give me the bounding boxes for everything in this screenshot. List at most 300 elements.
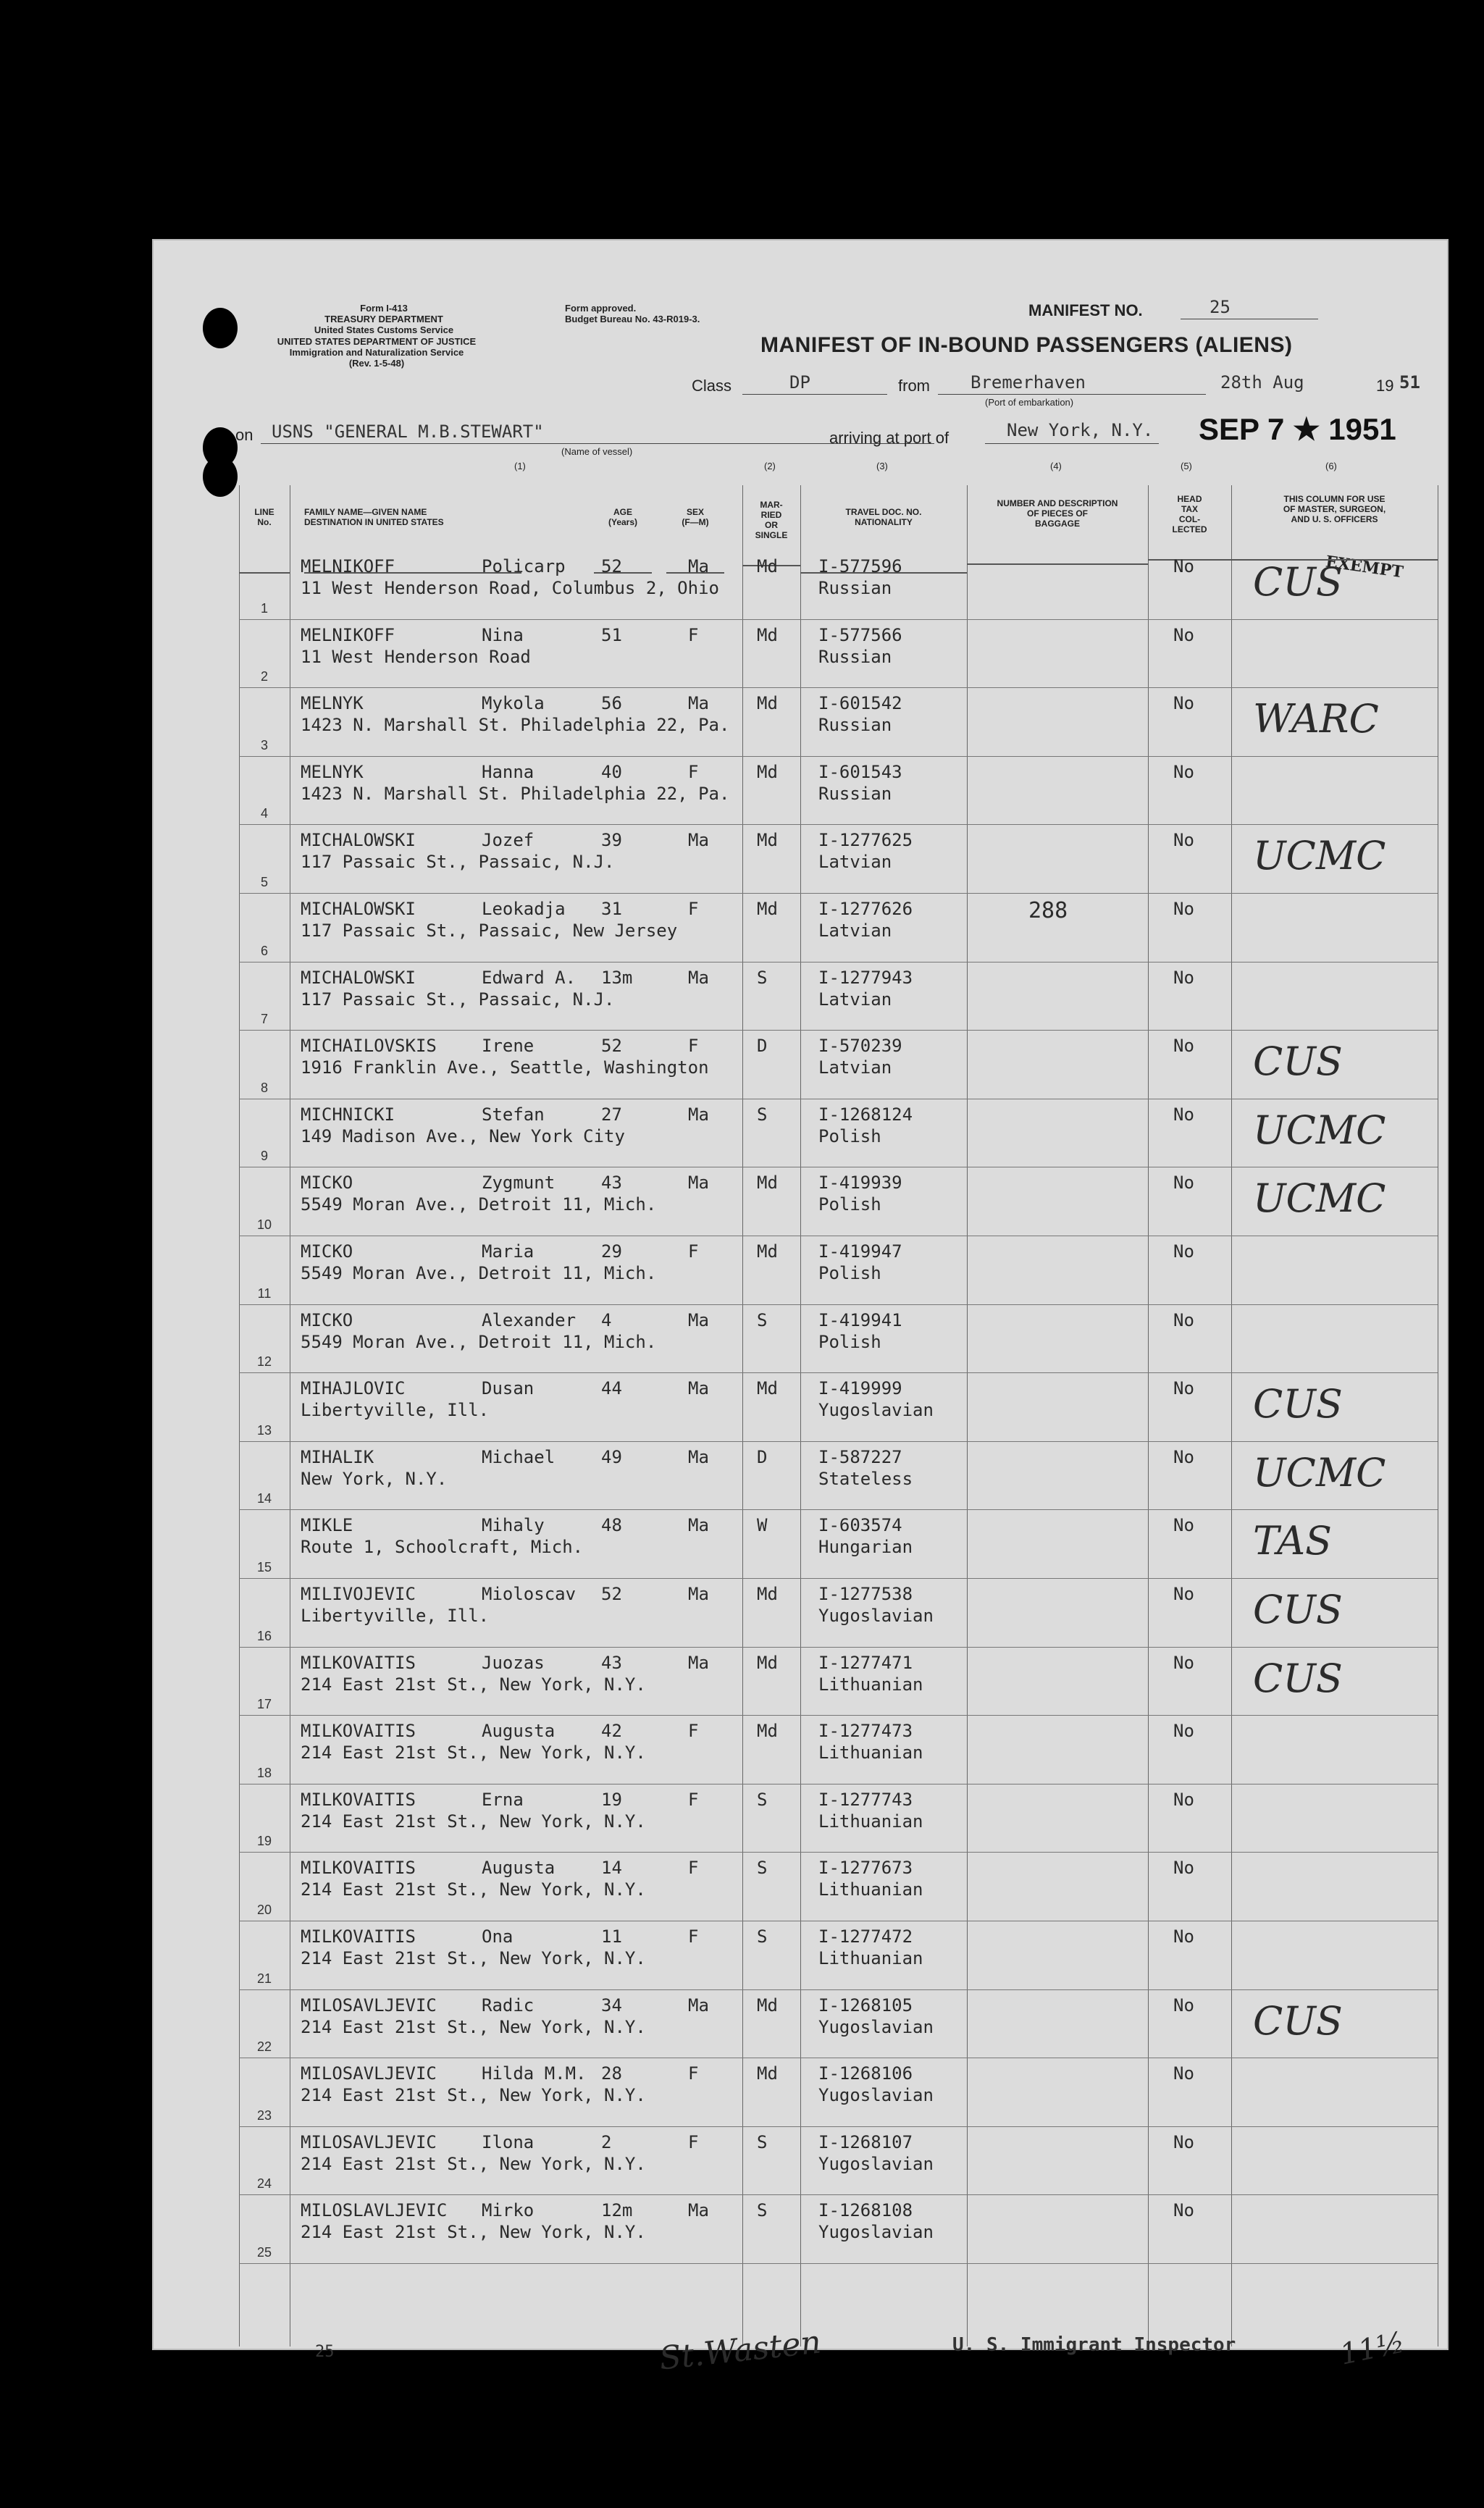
sex: F [688, 2131, 699, 2152]
line-number: 23 [256, 2108, 272, 2123]
head-tax: No [1173, 1241, 1194, 1262]
table-row [239, 1441, 1438, 1511]
travel-doc-number: I-1277538 [818, 1584, 913, 1604]
given-name: Radic [482, 1995, 535, 2016]
marital-status: D [757, 1036, 768, 1057]
travel-doc-number: I-1277473 [818, 1721, 913, 1742]
head-tax: No [1173, 1652, 1194, 1673]
marital-status: S [757, 1309, 768, 1330]
officer-note: CUS [1253, 1997, 1343, 2044]
destination: 214 East 21st St., New York, N.Y. [301, 2222, 646, 2243]
destination: 11 West Henderson Road, Columbus 2, Ohio [301, 578, 719, 598]
age: 27 [601, 1104, 622, 1125]
given-name: Edward A. [482, 967, 577, 988]
travel-doc-number: I-1268107 [818, 2131, 913, 2152]
head-tax: No [1173, 1858, 1194, 1879]
exempt-mark: EXEMPT [1324, 552, 1405, 582]
destination: Route 1, Schoolcraft, Mich. [301, 1537, 584, 1558]
sex: F [688, 624, 699, 645]
travel-doc-number: I-1277471 [818, 1652, 913, 1673]
age: 52 [601, 1584, 622, 1604]
travel-doc-number: I-1268124 [818, 1104, 913, 1125]
given-name: Stefan [482, 1104, 545, 1125]
travel-doc-number: I-419941 [818, 1309, 902, 1330]
given-name: Maria [482, 1241, 535, 1262]
nationality: Yugoslavian [818, 2153, 934, 2174]
table-row [239, 1030, 1438, 1099]
punch-hole [203, 456, 238, 497]
table-row [239, 1715, 1438, 1784]
line-number: 18 [256, 1765, 272, 1780]
travel-doc-number: I-1277626 [818, 899, 913, 919]
table-row [239, 1236, 1438, 1305]
family-name: MILKOVAITIS [301, 1789, 416, 1810]
nationality: Yugoslavian [818, 1606, 934, 1626]
head-tax: No [1173, 2131, 1194, 2152]
destination: 214 East 21st St., New York, N.Y. [301, 2153, 646, 2174]
marital-status: Md [757, 1241, 778, 1262]
age: 12m [601, 2200, 633, 2221]
destination: 117 Passaic St., Passaic, N.J. [301, 989, 615, 1010]
sex: Ma [688, 1378, 709, 1399]
destination: Libertyville, Ill. [301, 1400, 490, 1421]
age: 51 [601, 624, 622, 645]
sex: Ma [688, 1584, 709, 1604]
line-number: 6 [260, 943, 268, 958]
age: 11 [601, 1926, 622, 1947]
arrival-underline [985, 443, 1159, 444]
marital-status: Md [757, 1995, 778, 2016]
col-num-3: (3) [876, 461, 888, 471]
family-name: MIHAJLOVIC [301, 1378, 406, 1399]
head-tax: No [1173, 830, 1194, 851]
nationality: Russian [818, 783, 892, 804]
from-label: from [898, 377, 930, 395]
destination: 214 East 21st St., New York, N.Y. [301, 2085, 646, 2106]
marital-status: D [757, 1446, 768, 1467]
age: 52 [601, 1036, 622, 1057]
nationality: Russian [818, 578, 892, 598]
given-name: Hilda M.M. [482, 2063, 587, 2084]
age: 14 [601, 1858, 622, 1879]
given-name: Alexander [482, 1309, 577, 1330]
destination: 1916 Franklin Ave., Seattle, Washington [301, 1057, 709, 1078]
line-number: 25 [256, 2244, 272, 2260]
inspector-signature: St.Wasten [657, 2323, 823, 2378]
port-embarkation-note: (Port of embarkation) [985, 397, 1074, 408]
col-head-baggage: NUMBER AND DESCRIPTION OF PIECES OF BAGGAGE [967, 485, 1148, 565]
footer-count: 25 [315, 2343, 335, 2361]
given-name: Dusan [482, 1378, 535, 1399]
col-head-age: AGE (Years) [594, 485, 652, 574]
travel-doc-number: I-570239 [818, 1036, 902, 1057]
destination: 11 West Henderson Road [301, 646, 531, 667]
destination: 214 East 21st St., New York, N.Y. [301, 1674, 646, 1695]
head-tax: No [1173, 556, 1194, 576]
officer-note: TAS [1253, 1518, 1333, 1564]
given-name: Mihaly [482, 1515, 545, 1536]
manifest-label: MANIFEST NO. [1028, 301, 1143, 319]
nationality: Polish [818, 1263, 881, 1283]
baggage-mark: 288 [1028, 898, 1068, 923]
given-name: Nina [482, 624, 524, 645]
given-name: Jozef [482, 830, 535, 851]
col-num-5: (5) [1181, 461, 1192, 471]
arrival-date-stamp: SEP 7 ★ 1951 [1199, 412, 1396, 446]
travel-doc-number: I-601542 [818, 693, 902, 714]
sex: F [688, 1789, 699, 1810]
travel-doc-number: I-601543 [818, 761, 902, 782]
age: 52 [601, 556, 622, 576]
marital-status: Md [757, 2063, 778, 2084]
table-row [239, 1989, 1438, 2059]
marital-status: Md [757, 899, 778, 919]
nationality: Lithuanian [818, 1674, 923, 1695]
family-name: MICKO [301, 1241, 353, 1262]
table-row [239, 1578, 1438, 1648]
col-head-name: FAMILY NAME—GIVEN NAME DESTINATION IN UNITED STATES [304, 485, 521, 574]
destination: New York, N.Y. [301, 1468, 448, 1489]
marital-status: W [757, 1515, 768, 1536]
destination: 214 East 21st St., New York, N.Y. [301, 2016, 646, 2037]
table-row [239, 1099, 1438, 1168]
marital-status: Md [757, 1173, 778, 1194]
travel-doc-number: I-1268108 [818, 2200, 913, 2221]
col-head-travel: TRAVEL DOC. NO. NATIONALITY [800, 485, 967, 574]
destination: 214 East 21st St., New York, N.Y. [301, 1742, 646, 1763]
table-row [239, 1921, 1438, 1990]
sex: Ma [688, 1309, 709, 1330]
travel-doc-number: I-587227 [818, 1446, 902, 1467]
sex: F [688, 1241, 699, 1262]
sex: F [688, 899, 699, 919]
class-underline [742, 394, 887, 395]
family-name: MICHALOWSKI [301, 899, 416, 919]
head-tax: No [1173, 624, 1194, 645]
family-name: MELNIKOFF [301, 556, 395, 576]
head-tax: No [1173, 693, 1194, 714]
sex: Ma [688, 967, 709, 988]
line-number: 7 [260, 1012, 268, 1027]
col-head-line: LINE No. [239, 485, 290, 574]
age: 19 [601, 1789, 622, 1810]
sex: Ma [688, 2200, 709, 2221]
marital-status: Md [757, 556, 778, 576]
marital-status: Md [757, 1652, 778, 1673]
age: 49 [601, 1446, 622, 1467]
marital-status: Md [757, 1721, 778, 1742]
nationality: Lithuanian [818, 1879, 923, 1900]
table-row [239, 2126, 1438, 2196]
family-name: MICHALOWSKI [301, 967, 416, 988]
destination: 214 East 21st St., New York, N.Y. [301, 1879, 646, 1900]
given-name: Michael [482, 1446, 556, 1467]
sex: Ma [688, 693, 709, 714]
nationality: Stateless [818, 1468, 913, 1489]
given-name: Ona [482, 1926, 513, 1947]
marital-status: Md [757, 761, 778, 782]
inspector-label: U. S. Immigrant Inspector [952, 2334, 1236, 2356]
destination: 5549 Moran Ave., Detroit 11, Mich. [301, 1194, 657, 1215]
sex: Ma [688, 1173, 709, 1194]
nationality: Lithuanian [818, 1811, 923, 1832]
line-number: 8 [260, 1080, 268, 1095]
col-num-6: (6) [1325, 461, 1337, 471]
budget-info: Form approved. Budget Bureau No. 43-R019-3. [565, 303, 700, 324]
sex: Ma [688, 1995, 709, 2016]
sex: Ma [688, 1104, 709, 1125]
col-head-officers: THIS COLUMN FOR USE OF MASTER, SURGEON, AND U. S. OFFICERS [1231, 485, 1438, 561]
head-tax: No [1173, 1789, 1194, 1810]
on-label: on [235, 426, 253, 444]
age: 42 [601, 1721, 622, 1742]
head-tax: No [1173, 761, 1194, 782]
table-row [239, 1784, 1438, 1853]
travel-doc-number: I-1277625 [818, 830, 913, 851]
line-number: 13 [256, 1422, 272, 1438]
table-row [239, 756, 1438, 826]
head-tax: No [1173, 1104, 1194, 1125]
family-name: MELNYK [301, 693, 364, 714]
year-prefix: 19 [1376, 377, 1394, 395]
marital-status: Md [757, 830, 778, 851]
class-label: Class [692, 377, 732, 395]
travel-doc-number: I-1268105 [818, 1995, 913, 2016]
nationality: Hungarian [818, 1537, 913, 1558]
passenger-table [239, 461, 1438, 2346]
form-info: Form I-413 TREASURY DEPARTMENT United States Customs Service [314, 303, 454, 335]
line-number: 10 [256, 1217, 272, 1232]
nationality: Polish [818, 1125, 881, 1146]
age: 44 [601, 1378, 622, 1399]
nationality: Yugoslavian [818, 2222, 934, 2243]
age: 56 [601, 693, 622, 714]
col-num-4: (4) [1050, 461, 1062, 471]
head-tax: No [1173, 1995, 1194, 2016]
line-number: 2 [260, 669, 268, 684]
age: 29 [601, 1241, 622, 1262]
officer-note: CUS [1253, 1381, 1343, 1427]
table-row [239, 619, 1438, 689]
head-tax: No [1173, 899, 1194, 919]
table-row [239, 1509, 1438, 1579]
table-row [239, 2058, 1438, 2127]
table-row [239, 1647, 1438, 1716]
destination: 214 East 21st St., New York, N.Y. [301, 1948, 646, 1968]
col-head-sex: SEX (F—M) [666, 485, 724, 574]
travel-doc-number: I-1277472 [818, 1926, 913, 1947]
line-number: 1 [260, 600, 268, 616]
family-name: MICKO [301, 1309, 353, 1330]
line-number: 17 [256, 1697, 272, 1712]
nationality: Russian [818, 715, 892, 736]
line-number: 22 [256, 2039, 272, 2055]
col-head-tax: HEAD TAX COL- LECTED [1148, 485, 1231, 561]
officer-note: CUS [1253, 1587, 1343, 1632]
nationality: Yugoslavian [818, 2085, 934, 2106]
marital-status: S [757, 1858, 768, 1879]
family-name: MICHALOWSKI [301, 830, 416, 851]
line-number: 19 [256, 1834, 272, 1849]
travel-doc-number: I-419999 [818, 1378, 902, 1399]
age: 40 [601, 761, 622, 782]
page-title: MANIFEST OF IN-BOUND PASSENGERS (ALIENS) [760, 333, 1293, 357]
sex: F [688, 1858, 699, 1879]
officer-note: WARC [1253, 696, 1379, 742]
destination: 117 Passaic St., Passaic, New Jersey [301, 920, 678, 941]
given-name: Mirko [482, 2200, 535, 2221]
class-value: DP [789, 372, 810, 393]
table-row [239, 2194, 1438, 2264]
head-tax: No [1173, 2200, 1194, 2221]
nationality: Yugoslavian [818, 2016, 934, 2037]
head-tax: No [1173, 967, 1194, 988]
nationality: Russian [818, 646, 892, 667]
year-value: 51 [1399, 372, 1420, 393]
destination: 1423 N. Marshall St. Philadelphia 22, Pa. [301, 783, 730, 804]
given-name: Leokadja [482, 899, 566, 919]
line-number: 24 [256, 2176, 272, 2192]
sex: F [688, 761, 699, 782]
destination: 214 East 21st St., New York, N.Y. [301, 1811, 646, 1832]
family-name: MILOSAVLJEVIC [301, 1995, 437, 2016]
justice-info: UNITED STATES DEPARTMENT OF JUSTICE Immigration and Naturalization Service (Rev. 1-5-48) [277, 336, 477, 369]
date-value: 28th Aug [1220, 372, 1304, 393]
given-name: Irene [482, 1036, 535, 1057]
marital-status: S [757, 967, 768, 988]
line-number: 11 [257, 1286, 272, 1301]
head-tax: No [1173, 1036, 1194, 1057]
officer-note: UCMC [1253, 1449, 1386, 1496]
nationality: Polish [818, 1194, 881, 1215]
given-name: Ilona [482, 2131, 535, 2152]
family-name: MELNYK [301, 761, 364, 782]
officer-note: UCMC [1253, 833, 1386, 879]
nationality: Latvian [818, 920, 892, 941]
marital-status: Md [757, 624, 778, 645]
sex: Ma [688, 830, 709, 851]
table-row [239, 1852, 1438, 1921]
line-number: 16 [256, 1628, 272, 1643]
destination: 1423 N. Marshall St. Philadelphia 22, Pa. [301, 715, 730, 736]
marital-status: Md [757, 1378, 778, 1399]
given-name: Erna [482, 1789, 524, 1810]
sex: Ma [688, 1652, 709, 1673]
destination: 117 Passaic St., Passaic, N.J. [301, 852, 615, 873]
age: 13m [601, 967, 633, 988]
corner-note: 11½ [1337, 2325, 1408, 2372]
nationality: Lithuanian [818, 1948, 923, 1968]
head-tax: No [1173, 1584, 1194, 1604]
destination: 5549 Moran Ave., Detroit 11, Mich. [301, 1263, 657, 1283]
vessel-name: USNS "GENERAL M.B.STEWART" [272, 422, 544, 442]
age: 34 [601, 1995, 622, 2016]
given-name: Augusta [482, 1721, 556, 1742]
vessel-note: (Name of vessel) [561, 446, 633, 457]
family-name: MILOSAVLJEVIC [301, 2063, 437, 2084]
destination: Libertyville, Ill. [301, 1606, 490, 1626]
table-row [239, 687, 1438, 757]
family-name: MICKO [301, 1173, 353, 1194]
family-name: MILKOVAITIS [301, 1721, 416, 1742]
officer-note: CUS [1253, 1655, 1343, 1701]
line-number: 15 [256, 1559, 272, 1574]
family-name: MILOSAVLJEVIC [301, 2131, 437, 2152]
given-name: Mykola [482, 693, 545, 714]
travel-doc-number: I-603574 [818, 1515, 902, 1536]
line-number: 21 [256, 1971, 272, 1986]
given-name: Augusta [482, 1858, 556, 1879]
age: 43 [601, 1652, 622, 1673]
line-number: 4 [260, 806, 268, 821]
sex: F [688, 1926, 699, 1947]
age: 4 [601, 1309, 612, 1330]
given-name: Policarp [482, 556, 566, 576]
line-number: 5 [260, 874, 268, 889]
table-row [239, 962, 1438, 1031]
table-row [239, 1167, 1438, 1236]
nationality: Yugoslavian [818, 1400, 934, 1421]
travel-doc-number: I-419947 [818, 1241, 902, 1262]
marital-status: Md [757, 1584, 778, 1604]
manifest-page [152, 239, 1449, 2378]
from-underline [938, 394, 1206, 395]
travel-doc-number: I-419939 [818, 1173, 902, 1194]
officer-note: UCMC [1253, 1175, 1386, 1222]
marital-status: S [757, 2131, 768, 2152]
family-name: MICHNICKI [301, 1104, 395, 1125]
sex: Ma [688, 556, 709, 576]
nationality: Polish [818, 1331, 881, 1352]
travel-doc-number: I-1277743 [818, 1789, 913, 1810]
destination: 5549 Moran Ave., Detroit 11, Mich. [301, 1331, 657, 1352]
given-name: Juozas [482, 1652, 545, 1673]
marital-status: S [757, 1104, 768, 1125]
line-number: 14 [256, 1491, 272, 1506]
travel-doc-number: I-1268106 [818, 2063, 913, 2084]
sex: F [688, 2063, 699, 2084]
destination: 149 Madison Ave., New York City [301, 1125, 625, 1146]
line-number: 20 [256, 1902, 272, 1917]
head-tax: No [1173, 1515, 1194, 1536]
head-tax: No [1173, 1309, 1194, 1330]
sex: Ma [688, 1446, 709, 1467]
line-number: 9 [260, 1149, 268, 1164]
table-row [239, 893, 1438, 962]
from-value: Bremerhaven [971, 372, 1086, 393]
family-name: MILKOVAITIS [301, 1652, 416, 1673]
family-name: MIHALIK [301, 1446, 374, 1467]
officer-note: CUS [1253, 559, 1343, 605]
age: 48 [601, 1515, 622, 1536]
table-row [239, 824, 1438, 894]
family-name: MILOSLAVLJEVIC [301, 2200, 448, 2221]
nationality: Latvian [818, 989, 892, 1010]
officer-note: UCMC [1253, 1107, 1386, 1153]
family-name: MICHAILOVSKIS [301, 1036, 437, 1057]
head-tax: No [1173, 1926, 1194, 1947]
given-name: Mioloscav [482, 1584, 577, 1604]
travel-doc-number: I-577566 [818, 624, 902, 645]
sex: F [688, 1036, 699, 1057]
travel-doc-number: I-577596 [818, 556, 902, 576]
col-num-2: (2) [764, 461, 776, 471]
nationality: Lithuanian [818, 1742, 923, 1763]
family-name: MIKLE [301, 1515, 353, 1536]
head-tax: No [1173, 1173, 1194, 1194]
nationality: Latvian [818, 1057, 892, 1078]
line-number: 12 [256, 1354, 272, 1370]
